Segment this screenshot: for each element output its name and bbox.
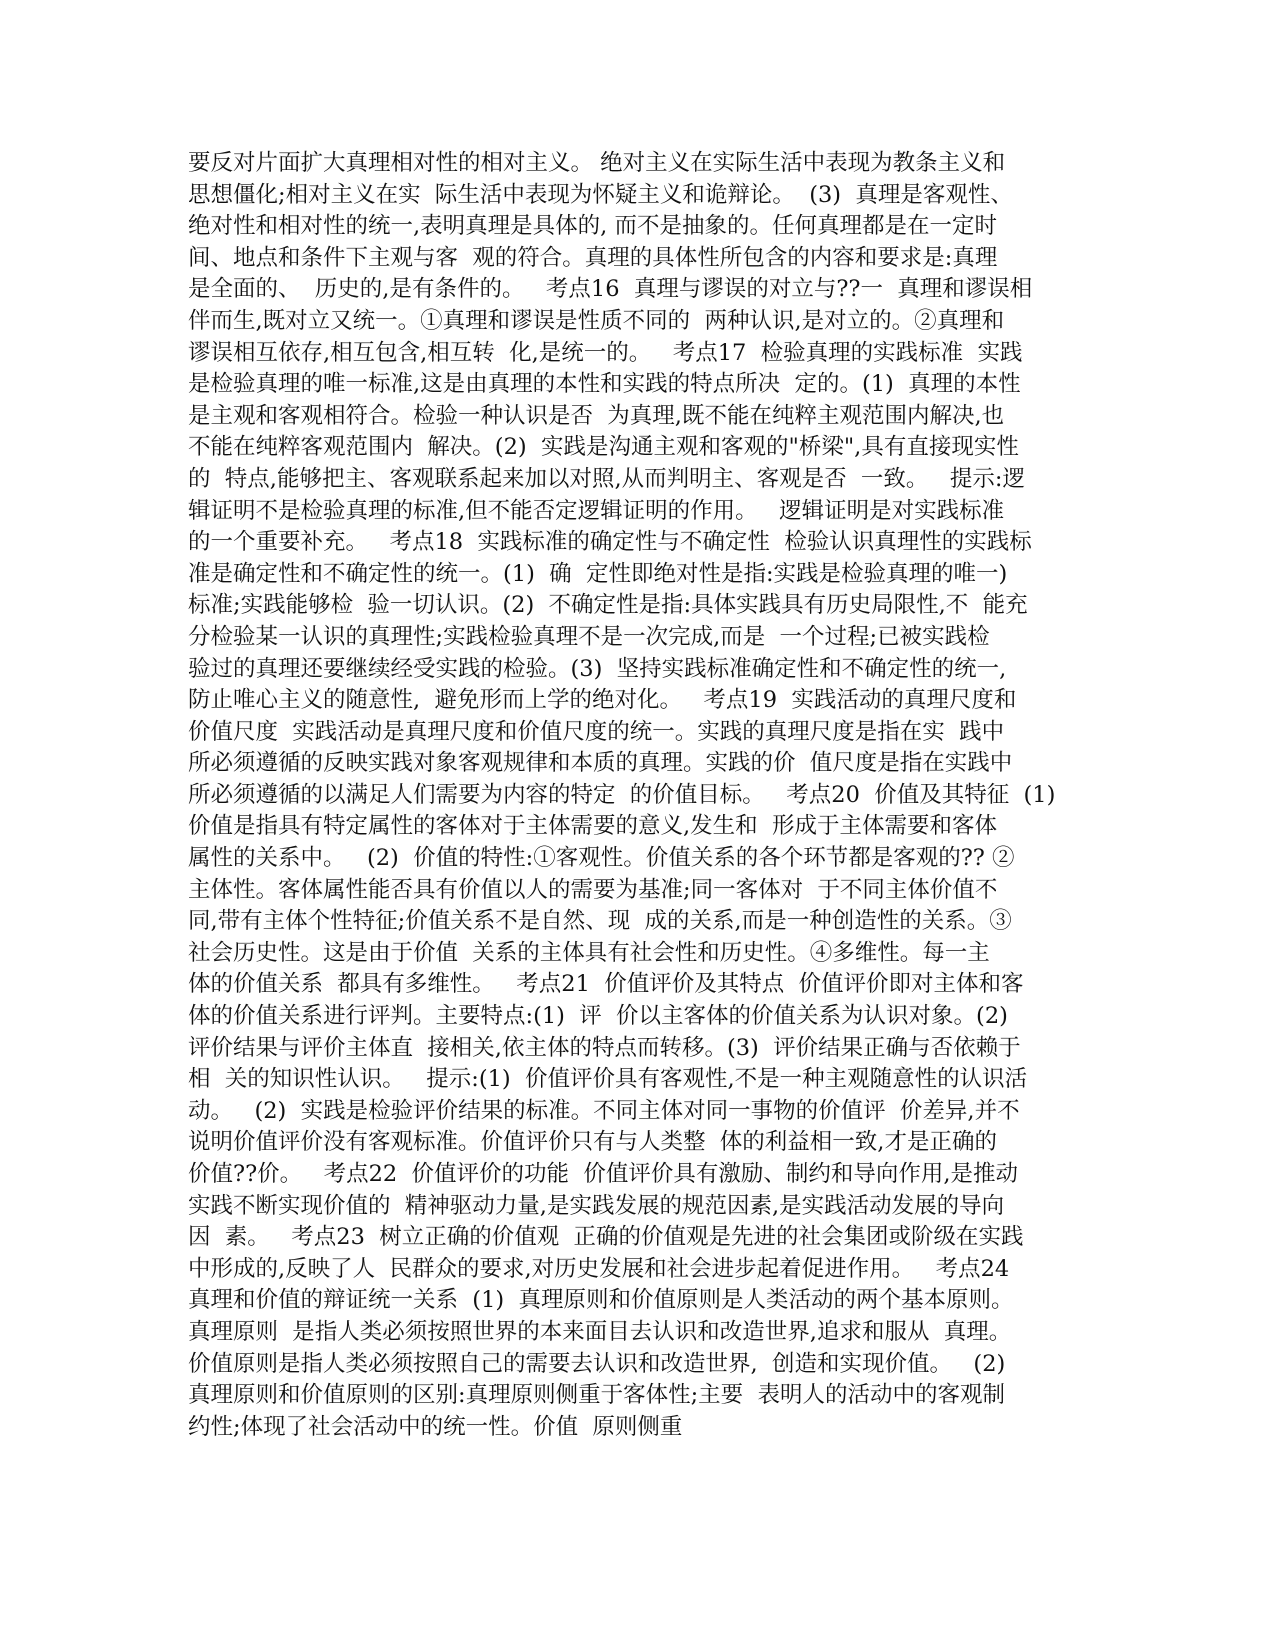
- text-line: 准是确定性和不确定性的统一。(1) 确 定性即绝对性是指:实践是检验真理的唯一): [188, 560, 1008, 587]
- text-line: 防止唯心主义的随意性, 避免形而上学的绝对化。 考点19 实践活动的真理尺度和: [188, 687, 1017, 714]
- text-line: 是全面的、 历史的,是有条件的。 考点16 真理与谬误的对立与??一 真理和谬误相: [188, 276, 1033, 303]
- body-text: [188, 148, 1128, 1443]
- text-line: 实践不断实现价值的 精神驱动力量,是实践发展的规范因素,是实践活动发展的导向: [188, 1192, 1005, 1219]
- text-line: 体的价值关系进行评判。主要特点:(1) 评 价以主客体的价值关系为认识对象。(2): [188, 1003, 1008, 1030]
- text-line: 所必须遵循的以满足人们需要为内容的特定 的价值目标。 考点20 价值及其特征 (1): [188, 781, 1056, 808]
- text-line: 约性;体现了社会活动中的统一性。价值 原则侧重: [188, 1413, 683, 1440]
- text-line: 真理原则和价值原则的区别:真理原则侧重于客体性;主要 表明人的活动中的客观制: [188, 1382, 1005, 1409]
- text-line: 价值尺度 实践活动是真理尺度和价值尺度的统一。实践的真理尺度是指在实 践中: [188, 718, 1005, 745]
- text-line: 说明价值评价没有客观标准。价值评价只有与人类整 体的利益相一致,才是正确的: [188, 1129, 997, 1156]
- text-line: 要反对片面扩大真理相对性的相对主义。 绝对主义在实际生活中表现为教条主义和: [188, 150, 1006, 176]
- text-line: 思想僵化;相对主义在实 际生活中表现为怀疑主义和诡辩论。 (3) 真理是客观性、: [188, 181, 1013, 208]
- text-line: 属性的关系中。 (2) 价值的特性:①客观性。价值关系的各个环节都是客观的?? ②: [188, 845, 1015, 872]
- text-line: 因 素。 考点23 树立正确的价值观 正确的价值观是先进的社会集团或阶级在实践: [188, 1224, 1024, 1251]
- text-line: 动。 (2) 实践是检验评价结果的标准。不同主体对同一事物的价值评 价差异,并不: [188, 1097, 1020, 1124]
- text-line: 体的价值关系 都具有多维性。 考点21 价值评价及其特点 价值评价即对主体和客: [188, 971, 1024, 998]
- text-line: 中形成的,反映了人 民群众的要求,对历史发展和社会进步起着促进作用。 考点24: [188, 1255, 1010, 1282]
- text-line: 相 关的知识性认识。 提示:(1) 价值评价具有客观性,不是一种主观随意性的认识活: [188, 1066, 1028, 1093]
- text-line: 评价结果与评价主体直 接相关,依主体的特点而转移。(3) 评价结果正确与否依赖于: [188, 1034, 1021, 1061]
- text-line: 真理和价值的辩证统一关系 (1) 真理原则和价值原则是人类活动的两个基本原则。: [188, 1287, 1014, 1314]
- text-line: 辑证明不是检验真理的标准,但不能否定逻辑证明的作用。 逻辑证明是对实践标准: [188, 497, 1005, 524]
- text-line: 标准;实践能够检 验一切认识。(2) 不确定性是指:具体实践具有历史局限性,不 能充: [188, 592, 1028, 619]
- text-line: 是主观和客观相符合。检验一种认识是否 为真理,既不能在纯粹主观范围内解决,也: [188, 402, 1005, 429]
- text-line: 价值原则是指人类必须按照自己的需要去认识和改造世界, 创造和实现价值。 (2): [188, 1350, 1006, 1377]
- text-line: 价值是指具有特定属性的客体对于主体需要的意义,发生和 形成于主体需要和客体: [188, 813, 997, 840]
- text-line: 社会历史性。这是由于价值 关系的主体具有社会性和历史性。④多维性。每一主: [188, 939, 990, 966]
- text-line: 同,带有主体个性特征;价值关系不是自然、现 成的关系,而是一种创造性的关系。③: [188, 908, 1012, 935]
- text-line: 价值??价。 考点22 价值评价的功能 价值评价具有激励、制约和导向作用,是推动: [188, 1161, 1018, 1187]
- text-line: 是检验真理的唯一标准,这是由真理的本性和实践的特点所决 定的。(1) 真理的本性: [188, 371, 1021, 398]
- text-line: 谬误相互依存,相互包含,相互转 化,是统一的。 考点17 检验真理的实践标准 实践: [188, 339, 1023, 366]
- text-line: 验过的真理还要继续经受实践的检验。(3) 坚持实践标准确定性和不确定性的统一,: [188, 655, 1007, 682]
- text-line: 的一个重要补充。 考点18 实践标准的确定性与不确定性 检验认识真理性的实践标: [188, 529, 1032, 556]
- text-line: 伴而生,既对立又统一。①真理和谬误是性质不同的 两种认识,是对立的。②真理和: [188, 307, 1005, 334]
- text-line: 间、地点和条件下主观与客 观的符合。真理的具体性所包含的内容和要求是:真理: [188, 244, 998, 271]
- text-line: 真理原则 是指人类必须按照世界的本来面目去认识和改造世界,追求和服从 真理。: [188, 1318, 1012, 1345]
- text-line: 分检验某一认识的真理性;实践检验真理不是一次完成,而是 一个过程;已被实践检: [188, 623, 990, 650]
- text-line: 不能在纯粹客观范围内 解决。(2) 实践是沟通主观和客观的"桥梁",具有直接现实性: [188, 434, 1019, 461]
- text-line: 所必须遵循的反映实践对象客观规律和本质的真理。实践的价 值尺度是指在实践中: [188, 750, 1013, 777]
- text-line: 的 特点,能够把主、客观联系起来加以对照,从而判明主、客观是否 一致。 提示:逻: [188, 465, 1025, 492]
- text-line: 主体性。客体属性能否具有价值以人的需要为基准;同一客体对 于不同主体价值不: [188, 876, 998, 903]
- text-line: 绝对性和相对性的统一,表明真理是具体的, 而不是抽象的。任何真理都是在一定时: [188, 213, 997, 240]
